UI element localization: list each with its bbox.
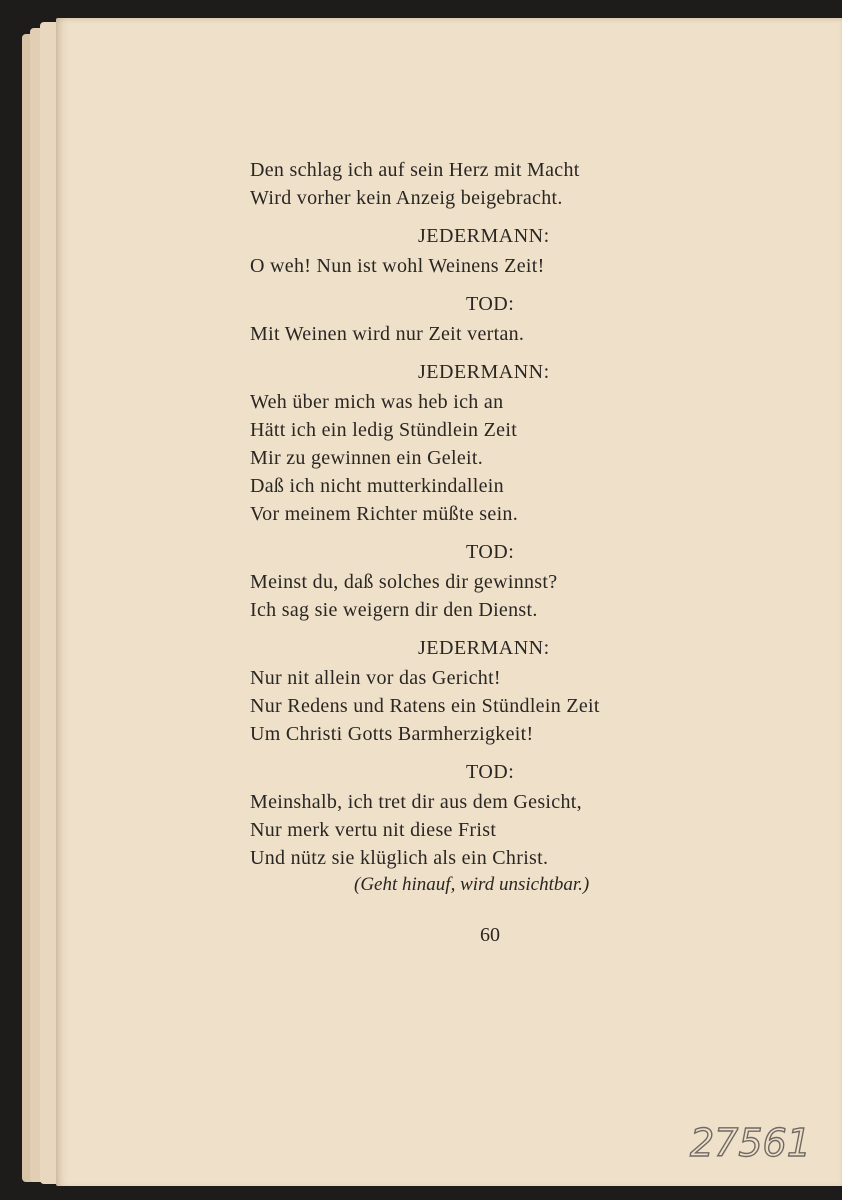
verse-line: Weh über mich was heb ich an bbox=[250, 391, 504, 413]
verse-line: Mit Weinen wird nur Zeit vertan. bbox=[250, 323, 525, 345]
verse-line: Und nütz sie klüglich als ein Christ. bbox=[250, 847, 549, 869]
speaker-heading: TOD: bbox=[466, 293, 515, 315]
speaker-heading: TOD: bbox=[466, 761, 515, 783]
verse-line: Nur Redens und Ratens ein Stündlein Zeit bbox=[250, 695, 600, 717]
verse-line: Nur nit allein vor das Gericht! bbox=[250, 667, 501, 689]
poem-text bbox=[250, 156, 670, 898]
speaker-heading: JEDERMANN: bbox=[418, 361, 550, 383]
verse-line: Mir zu gewinnen ein Geleit. bbox=[250, 447, 484, 469]
verse-line: Vor meinem Richter müßte sein. bbox=[250, 503, 519, 525]
verse-line: Nur merk vertu nit diese Frist bbox=[250, 819, 497, 841]
speaker-heading: JEDERMANN: bbox=[418, 637, 550, 659]
verse-line: Den schlag ich auf sein Herz mit Macht bbox=[250, 159, 580, 181]
verse-line: Meinst du, daß solches dir gewinnst? bbox=[250, 571, 558, 593]
speaker-heading: TOD: bbox=[466, 541, 515, 563]
page-number: 60 bbox=[480, 924, 500, 946]
verse-line: Daß ich nicht mutterkindallein bbox=[250, 475, 504, 497]
stage-direction: (Geht hinauf, wird unsichtbar.) bbox=[354, 874, 590, 895]
verse-line: Um Christi Gotts Barmherzigkeit! bbox=[250, 723, 534, 745]
verse-line: Meinshalb, ich tret dir aus dem Gesicht, bbox=[250, 791, 582, 813]
shelfmark-text: 27561 bbox=[690, 1121, 811, 1165]
speaker-heading: JEDERMANN: bbox=[418, 225, 550, 247]
verse-line: O weh! Nun ist wohl Weinens Zeit! bbox=[250, 255, 545, 277]
verse-line: Wird vorher kein Anzeig beigebracht. bbox=[250, 187, 563, 209]
handwritten-shelfmark bbox=[686, 1116, 816, 1166]
verse-line: Hätt ich ein ledig Stündlein Zeit bbox=[250, 419, 518, 441]
verse-line: Ich sag sie weigern dir den Dienst. bbox=[250, 599, 538, 621]
